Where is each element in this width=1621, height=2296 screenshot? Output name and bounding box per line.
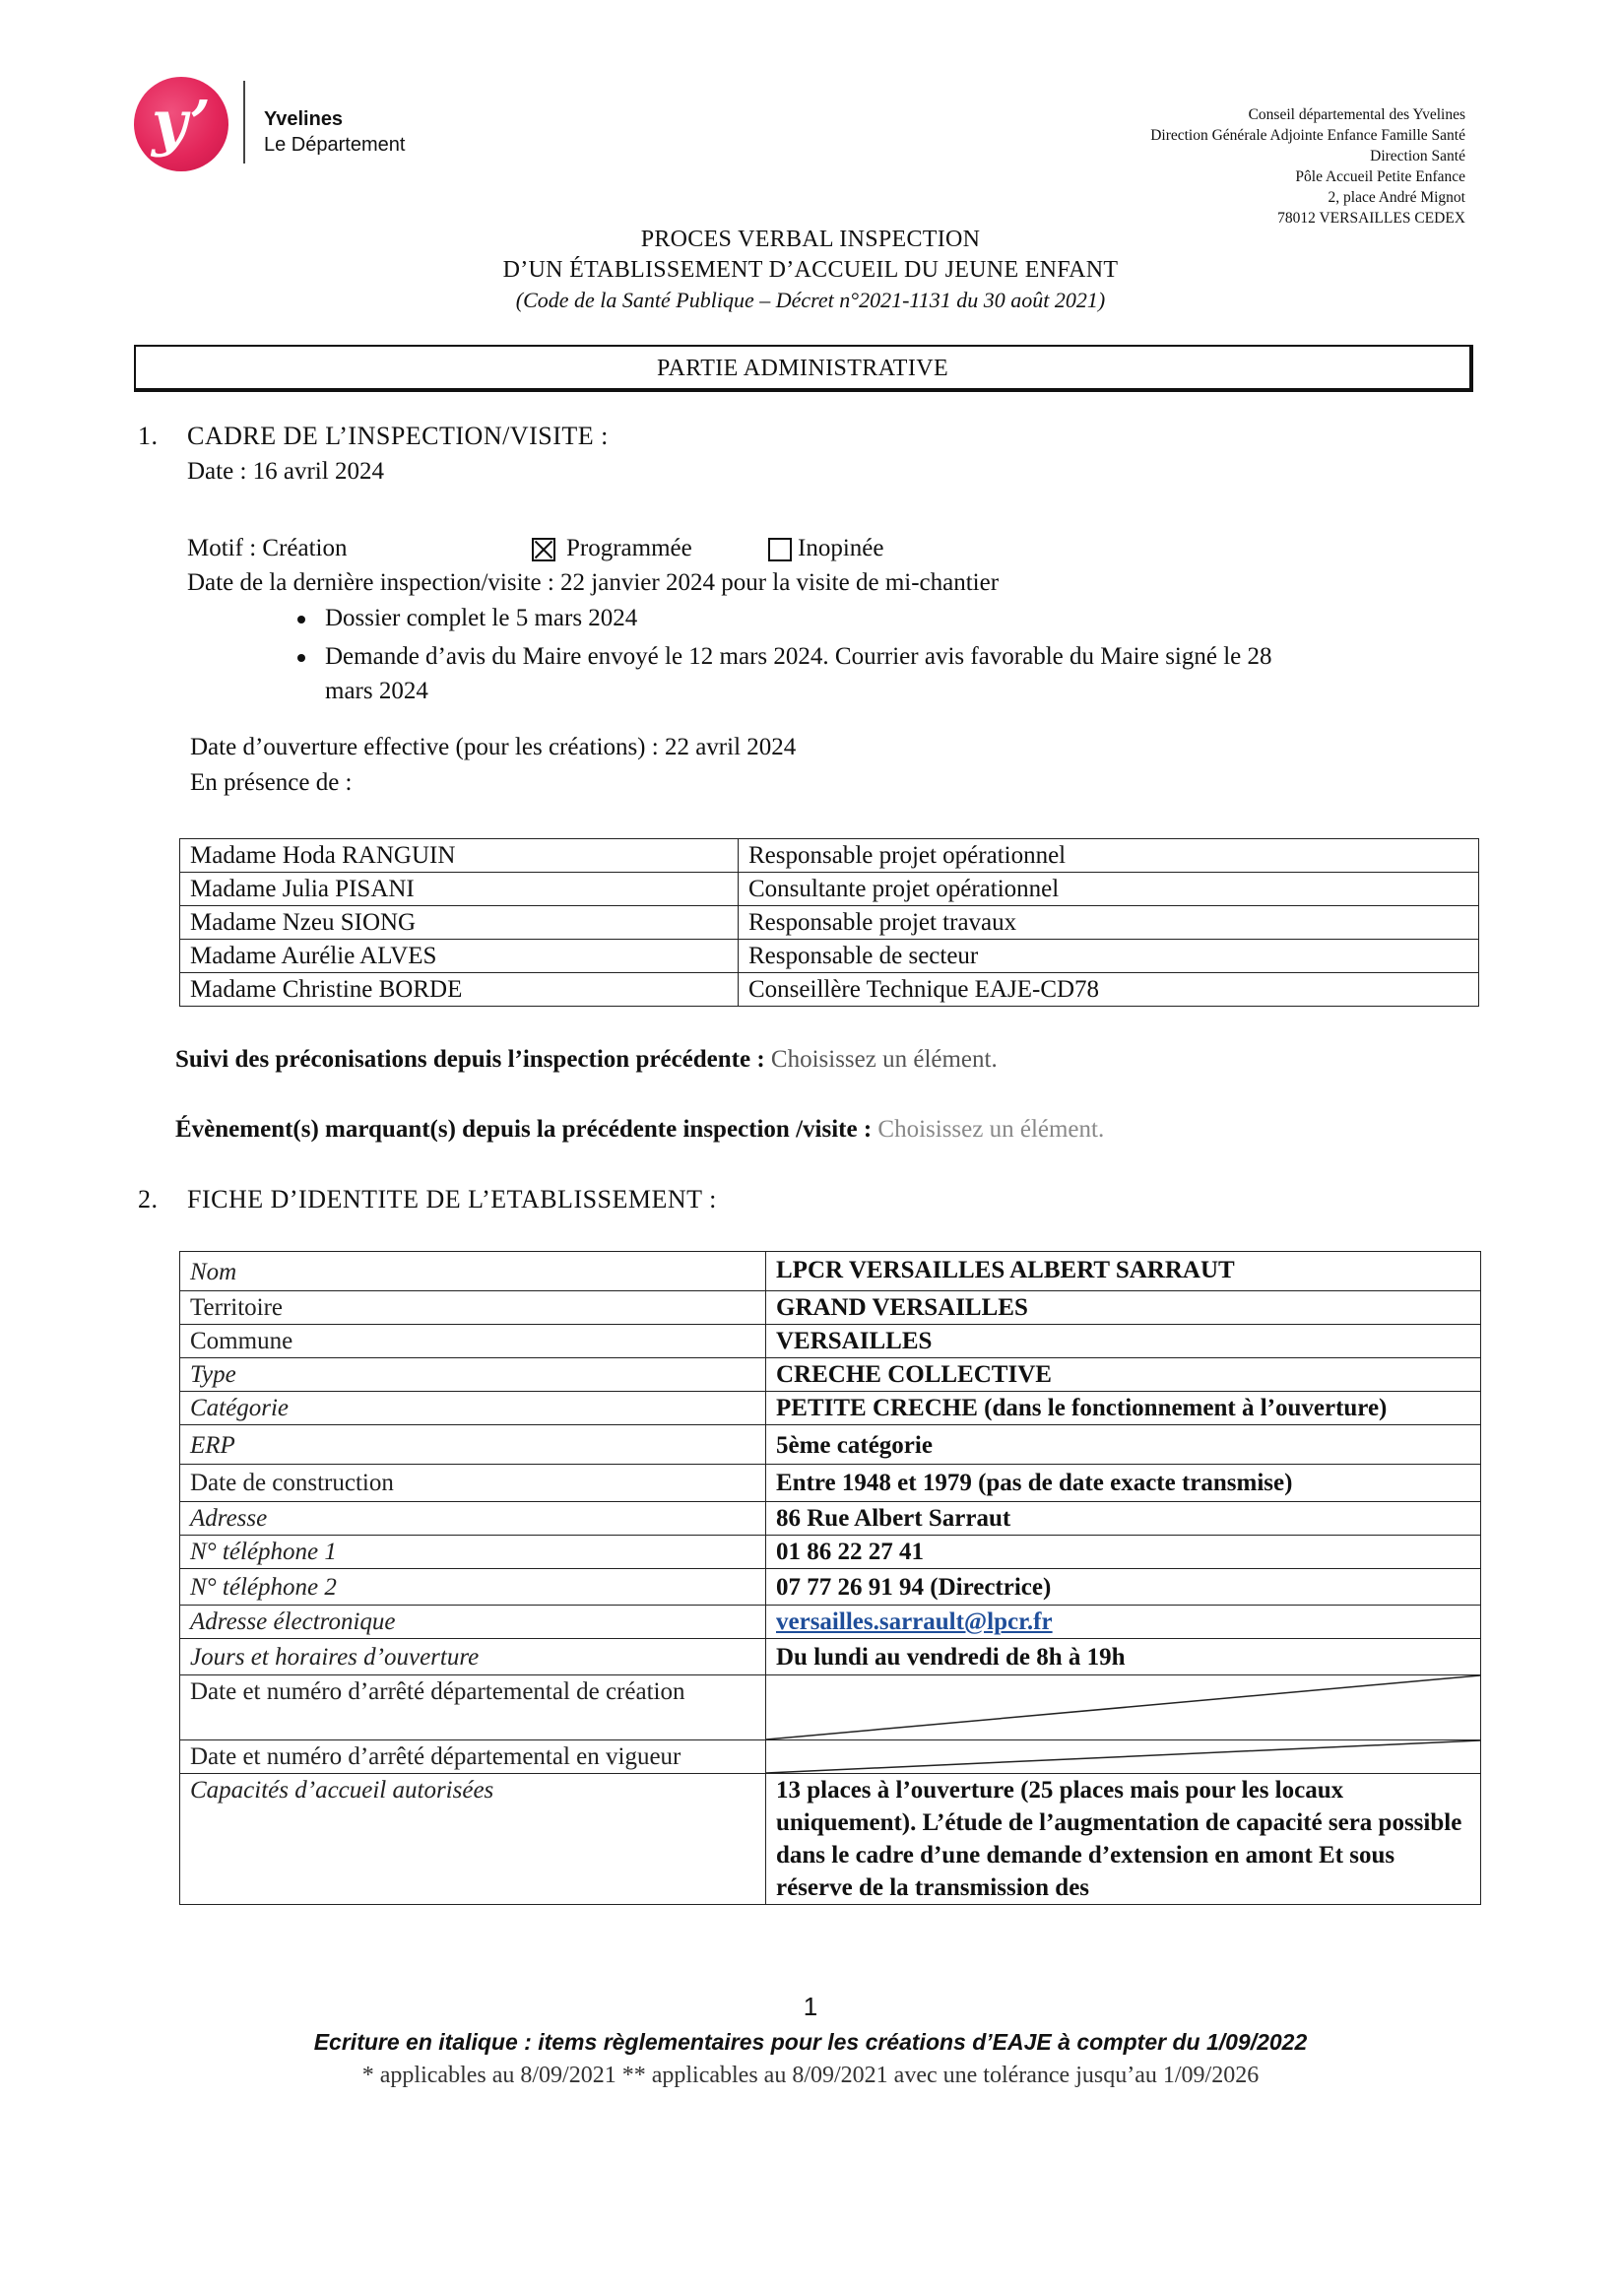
field-label: Adresse — [180, 1502, 766, 1536]
field-value: 13 places à l’ouverture (25 places mais pour les locaux uniquement). L’étude de l’augmentation de capacité sera possible dans le cadre d’une demande d’extension en amont Et sous réserve de la transmission des — [766, 1774, 1481, 1905]
attendees-table — [179, 838, 1479, 1007]
evenement-label: Évènement(s) marquant(s) depuis la précédente inspection /visite : — [175, 1116, 878, 1143]
address-line: Direction Santé — [1370, 148, 1465, 164]
suivi-dropdown[interactable]: Choisissez un élément. — [770, 1046, 998, 1073]
programmee-checkbox[interactable] — [532, 538, 555, 561]
field-label: Jours et horaires d’ouverture — [180, 1639, 766, 1675]
address-line: 78012 VERSAILLES CEDEX — [1277, 210, 1465, 227]
evenement-dropdown[interactable]: Choisissez un élément. — [877, 1116, 1105, 1143]
table-row — [180, 1291, 1481, 1325]
address-line: Direction Générale Adjointe Enfance Famille Santé — [1150, 127, 1465, 144]
field-label: Date et numéro d’arrêté départemental en vigueur — [180, 1740, 766, 1774]
table-row — [180, 1536, 1481, 1569]
table-row — [180, 1425, 1481, 1465]
table-row — [180, 1465, 1481, 1502]
table-row — [180, 1740, 1481, 1774]
email-value — [766, 1606, 1481, 1639]
suivi-label: Suivi des préconisations depuis l’inspection précédente : — [175, 1046, 771, 1073]
field-value: VERSAILLES — [766, 1325, 1481, 1358]
field-value: 86 Rue Albert Sarraut — [766, 1502, 1481, 1536]
bullet-dot — [297, 654, 305, 662]
field-value: PETITE CRECHE (dans le fonctionnement à l’ouverture) — [766, 1392, 1481, 1425]
footer-note: Ecriture en italique : items règlementaires pour les créations d’EAJE à compter du 1/09/2022 — [313, 2029, 1308, 2055]
attendee-role: Consultante projet opérationnel — [739, 873, 1479, 906]
table-row — [180, 1639, 1481, 1675]
presence-label: En présence de : — [190, 769, 353, 796]
field-label: Type — [180, 1358, 766, 1392]
inopinee-checkbox[interactable] — [768, 538, 792, 561]
attendee-role: Responsable projet travaux — [739, 906, 1479, 940]
table-row — [180, 1358, 1481, 1392]
field-label: Nom — [180, 1252, 766, 1291]
motif: Motif : Création — [187, 535, 348, 561]
table-row — [180, 1675, 1481, 1740]
table-row — [180, 1774, 1481, 1905]
field-label: ERP — [180, 1425, 766, 1465]
diagonal-strike — [766, 1675, 1480, 1739]
table-row — [180, 906, 1479, 940]
section2-title: FICHE D’IDENTITE DE L’ETABLISSEMENT : — [187, 1185, 717, 1214]
table-row — [180, 1325, 1481, 1358]
address-line: 2, place André Mignot — [1328, 189, 1465, 206]
attendee-role: Conseillère Technique EAJE-CD78 — [739, 973, 1479, 1007]
field-value: LPCR VERSAILLES ALBERT SARRAUT — [766, 1252, 1481, 1291]
section2-number: 2. — [138, 1185, 159, 1214]
field-label: Capacités d’accueil autorisées — [180, 1774, 766, 1905]
suivi-line — [175, 1046, 998, 1074]
attendee-role: Responsable projet opérationnel — [739, 839, 1479, 873]
document-title-line1: PROCES VERBAL INSPECTION — [640, 227, 981, 252]
yvelines-logo — [134, 77, 228, 171]
inopinee-label: Inopinée — [798, 535, 884, 561]
last-inspection: Date de la dernière inspection/visite : 22 janvier 2024 pour la visite de mi-chantier — [187, 569, 1000, 596]
field-label: N° téléphone 2 — [180, 1569, 766, 1606]
evenement-line — [175, 1116, 1104, 1144]
field-label: Catégorie — [180, 1392, 766, 1425]
attendee-name: Madame Hoda RANGUIN — [180, 839, 739, 873]
attendee-name: Madame Aurélie ALVES — [180, 940, 739, 973]
empty-value-crossed — [766, 1740, 1481, 1774]
attendee-name: Madame Christine BORDE — [180, 973, 739, 1007]
table-row — [180, 940, 1479, 973]
identity-table — [179, 1251, 1481, 1905]
bullet-dot — [297, 616, 305, 623]
table-row — [180, 1606, 1481, 1639]
address-line: Conseil départemental des Yvelines — [1248, 106, 1465, 123]
bullet-avis-maire: Demande d’avis du Maire envoyé le 12 mars 2024. Courrier avis favorable du Maire signé le 28 — [325, 643, 1272, 670]
table-row — [180, 1252, 1481, 1291]
table-row — [180, 973, 1479, 1007]
field-value: 01 86 22 27 41 — [766, 1536, 1481, 1569]
table-row — [180, 839, 1479, 873]
field-label: Commune — [180, 1325, 766, 1358]
inspection-date: Date : 16 avril 2024 — [187, 458, 384, 485]
admin-section-header: PARTIE ADMINISTRATIVE — [134, 345, 1473, 392]
table-row — [180, 1392, 1481, 1425]
field-value: Entre 1948 et 1979 (pas de date exacte transmise) — [766, 1465, 1481, 1502]
field-value: 07 77 26 91 94 (Directrice) — [766, 1569, 1481, 1606]
opening-date: Date d’ouverture effective (pour les créations) : 22 avril 2024 — [190, 734, 797, 760]
field-label: Date de construction — [180, 1465, 766, 1502]
address-line: Pôle Accueil Petite Enfance — [1295, 168, 1465, 185]
email-link[interactable]: versailles.sarrault@lpcr.fr — [776, 1608, 1053, 1635]
field-label: Territoire — [180, 1291, 766, 1325]
attendee-name: Madame Nzeu SIONG — [180, 906, 739, 940]
bullet-dossier: Dossier complet le 5 mars 2024 — [325, 605, 638, 631]
field-label: Adresse électronique — [180, 1606, 766, 1639]
diagonal-strike — [766, 1740, 1480, 1773]
table-row — [180, 1569, 1481, 1606]
page-number: 1 — [803, 1992, 818, 2021]
logo-glyph: y’ — [152, 87, 211, 159]
bullet-avis-maire-cont: mars 2024 — [325, 678, 428, 704]
document-title-line2: D’UN ÉTABLISSEMENT D’ACCUEIL DU JEUNE ENFANT — [502, 257, 1119, 283]
empty-value-crossed — [766, 1675, 1481, 1740]
section1-number: 1. — [138, 422, 159, 450]
attendee-role: Responsable de secteur — [739, 940, 1479, 973]
logo-separator — [243, 81, 245, 164]
table-row — [180, 873, 1479, 906]
logo-text-departement: Le Département — [264, 134, 406, 156]
programmee-label: Programmée — [566, 535, 692, 561]
table-row — [180, 1502, 1481, 1536]
field-value: 5ème catégorie — [766, 1425, 1481, 1465]
logo-text-yvelines: Yvelines — [264, 108, 344, 130]
attendee-name: Madame Julia PISANI — [180, 873, 739, 906]
footer-applicable: * applicables au 8/09/2021 ** applicables au 8/09/2021 avec une tolérance jusqu’au 1/09/2026 — [361, 2063, 1260, 2088]
field-label: Date et numéro d’arrêté départemental de création — [180, 1675, 766, 1740]
sender-address — [1150, 104, 1465, 229]
section1-title: CADRE DE L’INSPECTION/VISITE : — [187, 422, 609, 450]
field-value: Du lundi au vendredi de 8h à 19h — [766, 1639, 1481, 1675]
field-value: GRAND VERSAILLES — [766, 1291, 1481, 1325]
field-value: CRECHE COLLECTIVE — [766, 1358, 1481, 1392]
document-subtitle: (Code de la Santé Publique – Décret n°2021-1131 du 30 août 2021) — [515, 288, 1106, 312]
field-label: N° téléphone 1 — [180, 1536, 766, 1569]
